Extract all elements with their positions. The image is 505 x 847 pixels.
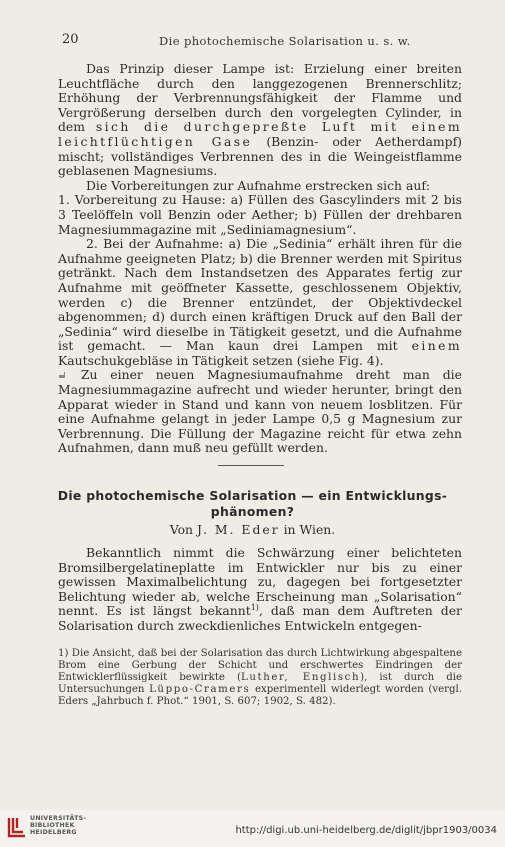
paragraph: Zu einer neuen Magnesiumaufnahme dreht man die Magnesiummagazine aufrecht und wieder herunter, bringt den Apparat wieder in Stand und kann von neuem losblitzen. Für eine Aufnahme gelangt in jeder Lampe 0,5 g Magnesium zur Verbrennung. Die Füllung der Magazine reicht für etwa zehn Aufnahmen, dann muß neu gefüllt werden. — [58, 367, 462, 456]
paragraph: 2. Bei der Aufnahme: a) Die „Sedinia“ erhält ihren für die Aufnahme geeigneten Platz; b) die Brenner werden mit Spiritus getränkt. Nach dem Instandsetzen des Apparates fertig zur Aufnahme mit geöffneter Kassette, geschlossenem Objektiv, werden c) die Brenner entzündet, der Objektivdeckel abgenommen; d) durch einen kräftigen Druck auf den Ball der „Sedinia“ wird dieselbe in Tätigkeit gesetzt, und die Aufnahme ist gemacht. — Man kaun drei Lampen mit einem Kautschukgebläse in Tätigkeit setzen (siehe Fig. 4). — [58, 236, 462, 368]
paragraph: 1. Vorbereitung zu Hause: a) Füllen des Gascylinders mit 2 bis 3 Teelöffeln voll Benzin oder Aether; b) Füllen der drehbaren Magnesiummagazine mit „Sediniamagnesium“. — [58, 192, 462, 237]
paragraph: Bekanntlich nimmt die Schwärzung einer belichteten Bromsilbergelatineplatte im Entwickler nur bis zu einer gewissen Maximalbelichtung zu, dagegen bei fortgesetzter Belichtung wieder ab, welche Erscheinung man „Solarisation“ nennt. Es ist längst bekannt$^{1)}$, daß man dem Auftreten der Solarisation durch zweckdienliches Entwickeln entgegen- — [58, 545, 462, 633]
spaced-text: sich die durchgepreßte Luft mit einem leichtflüchtigen Gase — [58, 119, 462, 149]
running-title: Die photochemische Solarisation u. s. w. — [159, 34, 411, 48]
section-lamp-text — [58, 62, 462, 456]
footnote-mark[interactable]: 1) — [250, 603, 259, 613]
paragraph: Das Prinzip dieser Lampe ist: Erzielung einer breiten Leuchtfläche durch den langgezogenen Brennerschlitz; Erhöhung der Verbrennungsfähigkeit der Flamme und Vergrößerung derselben durch den vorgelegten Cylinder, in dem sich die durchgepreßte Luft mit einem leichtflüchtigen Gase (Benzin- oder Aetherdampf) mischt; vollständiges Verbrennen des in die Weingeistflamme geblasenen Magnesiums. — [58, 61, 463, 179]
source-url-link[interactable]: http://digi.ub.uni-heidelberg.de/diglit/jbpr1903/0034 — [235, 825, 497, 836]
pointing-hand-icon — [58, 369, 68, 381]
page-number: 20 — [62, 32, 79, 47]
page-header — [62, 32, 475, 50]
section-divider — [218, 465, 284, 466]
institution-name: UNIVERSITÄTS- BIBLIOTHEK HEIDELBERG — [30, 815, 87, 837]
article-body — [58, 546, 462, 634]
paragraph: Die Vorbereitungen zur Aufnahme erstrecken sich auf: — [86, 177, 431, 193]
university-library-logo-icon — [6, 815, 28, 839]
article-author: Von J. M. Eder in Wien. — [169, 522, 336, 537]
footnote: 1) Die Ansicht, daß bei der Solarisation das durch Lichtwirkung abgespaltene Brom eine Gerbung der Schicht und erschwertes Eindringen der Entwicklerflüssigkeit bewirkte (Luther, Englisch), ist durch die Untersuchungen Lüppo-Cramers experimentell widerlegt worden (vergl. Eders „Jahrbuch f. Phot.“ 1901, S. 607; 1902, S. 482). — [58, 648, 462, 707]
article-title: Die photochemische Solarisation — ein Entwicklungs- phänomen? — [57, 488, 448, 519]
